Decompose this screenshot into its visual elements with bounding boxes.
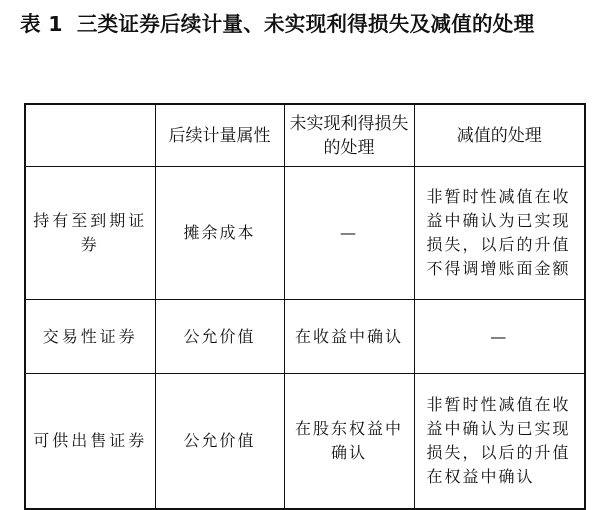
header-measurement: 后续计量属性 <box>155 104 284 167</box>
unrealized-cell: 在收益中确认 <box>284 300 414 374</box>
row-name: 交易性证券 <box>25 300 155 374</box>
table-caption <box>20 8 590 41</box>
header-impairment: 减值的处理 <box>414 104 585 167</box>
table-row <box>25 374 585 510</box>
impairment-cell: 非暂时性减值在收益中确认为已实现损失，以后的升值在权益中确认 <box>414 374 585 510</box>
securities-table <box>24 103 586 510</box>
table-title: 三类证券后续计量、未实现利得损失及减值的处理 <box>76 12 535 36</box>
table-row <box>25 300 585 374</box>
table-row <box>25 167 585 300</box>
header-unrealized: 未实现利得损失的处理 <box>284 104 414 167</box>
unrealized-cell: — <box>284 167 414 300</box>
header-corner <box>25 104 155 167</box>
table-number: 表 1 <box>20 12 63 36</box>
header-row <box>25 104 585 167</box>
unrealized-cell: 在股东权益中确认 <box>284 374 414 510</box>
row-name: 持有至到期证券 <box>25 167 155 300</box>
measurement-cell: 公允价值 <box>155 300 284 374</box>
impairment-cell: — <box>414 300 585 374</box>
measurement-cell: 公允价值 <box>155 374 284 510</box>
row-name: 可供出售证券 <box>25 374 155 510</box>
impairment-cell: 非暂时性减值在收益中确认为已实现损失，以后的升值不得调增账面金额 <box>414 167 585 300</box>
measurement-cell: 摊余成本 <box>155 167 284 300</box>
